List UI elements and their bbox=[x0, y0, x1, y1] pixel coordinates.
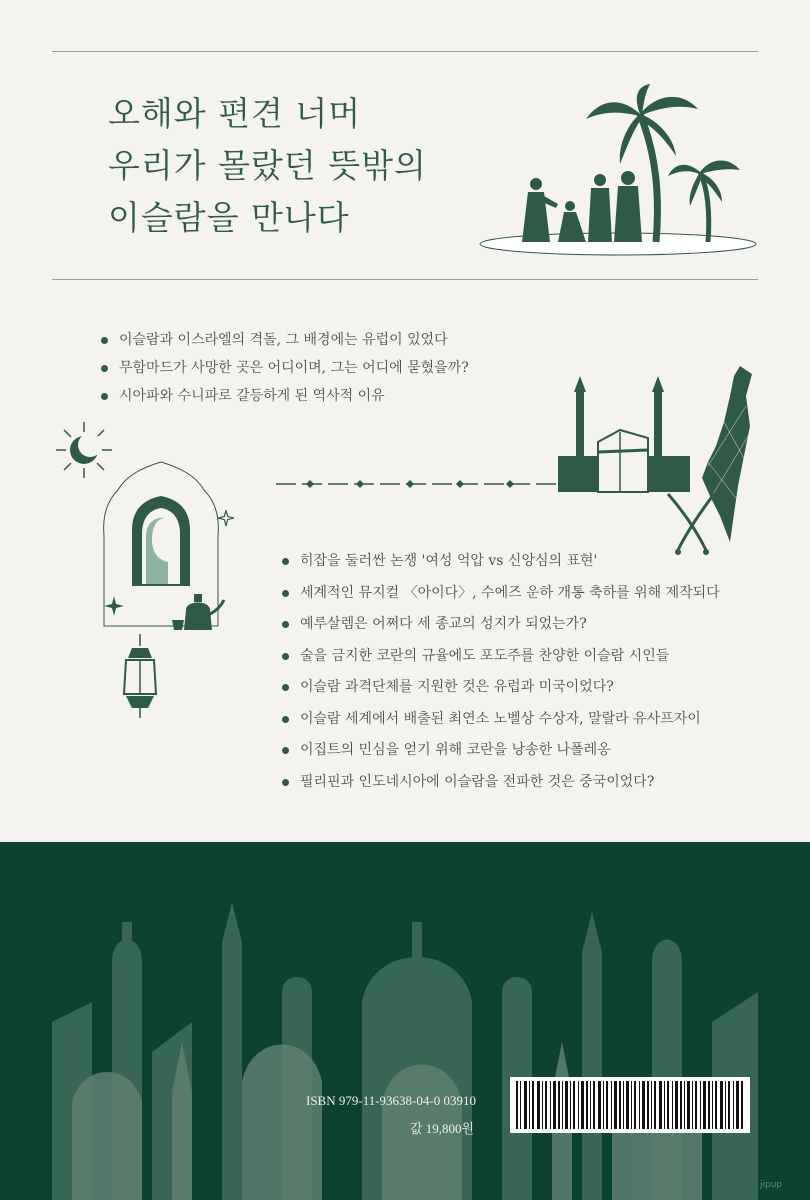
list-item: 술을 금지한 코란의 규율에도 포도주를 찬양한 이슬람 시인들 bbox=[282, 646, 720, 678]
list-item: 필리핀과 인도네시아에 이슬람을 전파한 것은 중국이었다? bbox=[282, 772, 720, 804]
highlights-list-bottom bbox=[282, 551, 720, 803]
price-text: 값 19,800원 bbox=[410, 1121, 475, 1136]
city-skyline-icon bbox=[52, 902, 758, 1200]
list-item: 시아파와 수니파로 갈등하게 된 역사적 이유 bbox=[101, 386, 469, 414]
list-item: 무함마드가 사망한 곳은 어디이며, 그는 어디에 묻혔을까? bbox=[101, 358, 469, 386]
headline-line-2: 우리가 몰랐던 뜻밖의 bbox=[108, 146, 427, 185]
headline-line-3: 이슬람을 만나다 bbox=[108, 198, 350, 237]
lantern-icon bbox=[118, 634, 162, 720]
sparkle-icon bbox=[104, 596, 124, 616]
mosque-icon bbox=[556, 372, 692, 496]
headline-bottom-rule bbox=[52, 279, 758, 280]
connector-line bbox=[276, 476, 556, 492]
barcode bbox=[510, 1077, 750, 1133]
list-item: 이집트의 민심을 얻기 위해 코란을 낭송한 나폴레옹 bbox=[282, 740, 720, 772]
headline bbox=[108, 88, 427, 244]
isbn-block bbox=[306, 1087, 476, 1143]
bottom-band bbox=[0, 842, 810, 1200]
list-item: 세계적인 뮤지컬 〈아이다〉, 수에즈 운하 개통 축하를 위해 제작되다 bbox=[282, 583, 720, 615]
list-item: 이슬람과 이스라엘의 격돌, 그 배경에는 유럽이 있었다 bbox=[101, 330, 469, 358]
sparkle-icon bbox=[218, 510, 234, 526]
top-rule bbox=[52, 51, 758, 52]
headline-line-1: 오해와 편견 너머 bbox=[108, 94, 362, 133]
people-silhouette-icon bbox=[522, 171, 642, 242]
kaaba-icon bbox=[598, 430, 648, 492]
publisher-mark: jipup bbox=[760, 1180, 783, 1190]
list-item: 이슬람 세계에서 배출된 최연소 노벨상 수상자, 말랄라 유사프자이 bbox=[282, 709, 720, 741]
barcode-bars bbox=[516, 1081, 744, 1129]
list-item: 이슬람 과격단체를 지원한 것은 유럽과 미국이었다? bbox=[282, 677, 720, 709]
highlights-list-top bbox=[101, 330, 469, 414]
list-item: 예루살렘은 어쩌다 세 종교의 성지가 되었는가? bbox=[282, 614, 720, 646]
crossed-swords-icon bbox=[662, 490, 722, 560]
isbn-text: ISBN 979-11-93638-04-0 03910 bbox=[306, 1093, 476, 1108]
teapot-icon bbox=[168, 590, 228, 636]
list-item: 히잡을 둘러싼 논쟁 '여성 억압 vs 신앙심의 표현' bbox=[282, 551, 720, 583]
palm-tree-icon bbox=[478, 84, 758, 259]
